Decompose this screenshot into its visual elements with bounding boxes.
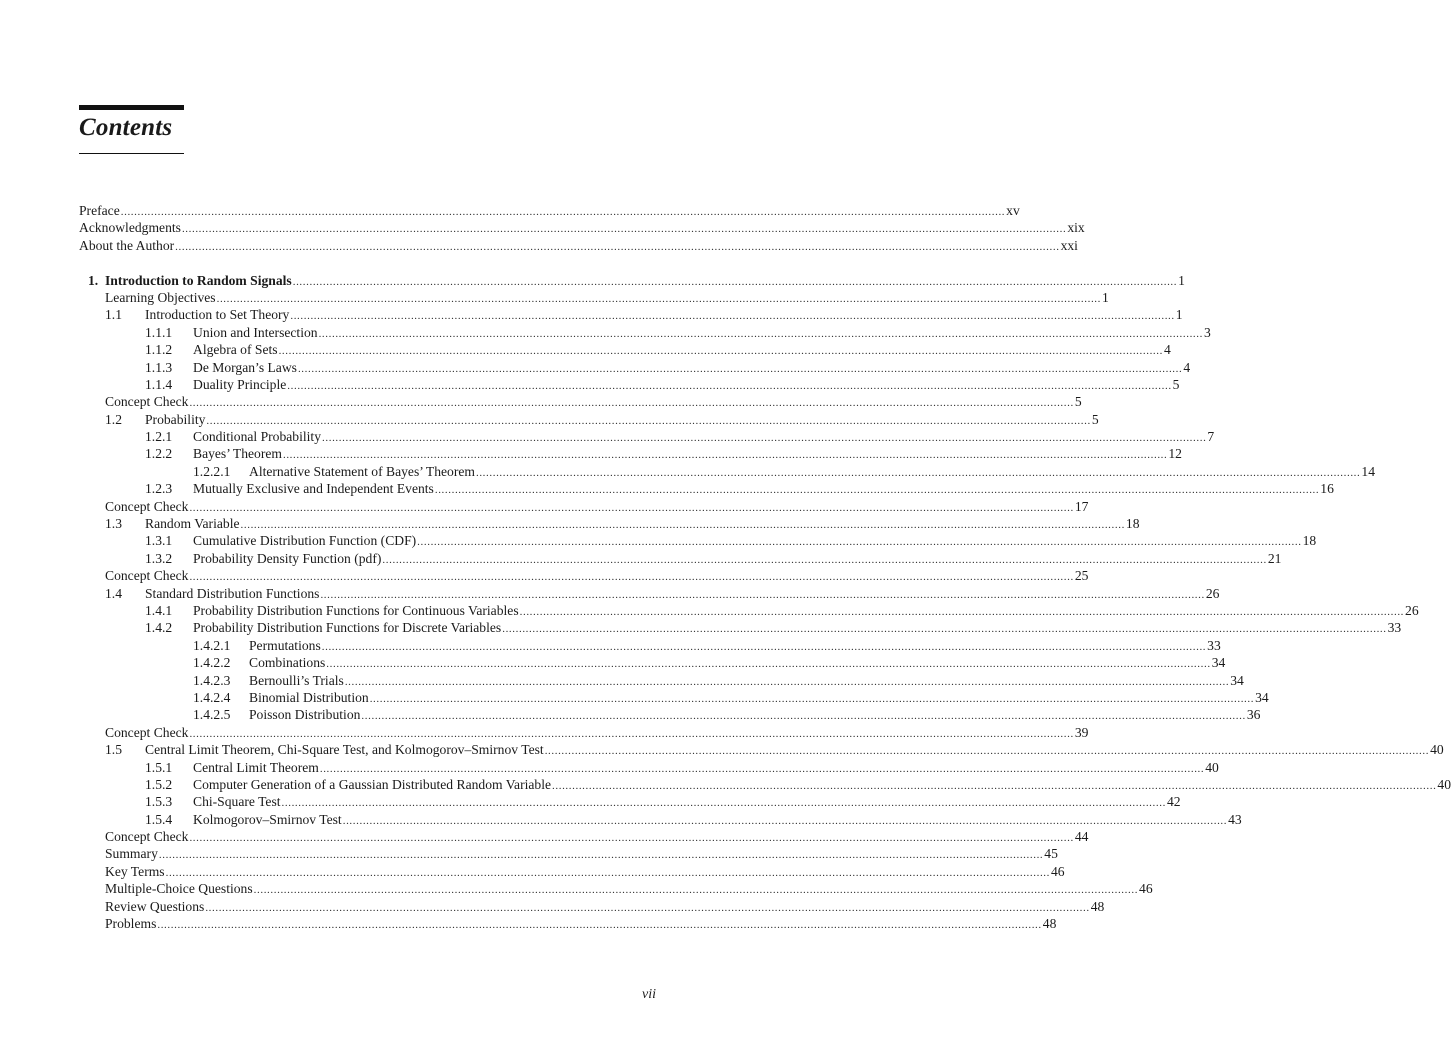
entry-title: Central Limit Theorem: [193, 759, 319, 775]
section-number: 1.4: [105, 585, 122, 601]
toc-entry[interactable]: [79, 828, 1089, 845]
page-number: 5: [1172, 376, 1180, 392]
page-number: 46: [1051, 863, 1065, 879]
toc-entry[interactable]: [79, 915, 1057, 932]
entry-title: Probability: [145, 411, 206, 427]
toc-entry[interactable]: [79, 359, 1191, 376]
toc-entry[interactable]: [79, 585, 1220, 602]
toc-entry[interactable]: [79, 306, 1183, 323]
toc-entry[interactable]: [79, 880, 1153, 897]
page-number: 14: [1361, 463, 1375, 479]
page-title: Contents: [79, 114, 173, 141]
page-number: 26: [1205, 585, 1220, 601]
toc-entry[interactable]: [79, 776, 1451, 793]
page-number: 43: [1228, 811, 1242, 827]
toc-entry[interactable]: [79, 898, 1105, 915]
entry-title: Cumulative Distribution Function (CDF): [193, 533, 417, 549]
toc-entry[interactable]: [79, 237, 1078, 254]
page-number: 3: [1203, 324, 1211, 340]
entry-title: Combinations: [249, 655, 326, 671]
section-number: 1.4.2: [145, 620, 173, 636]
toc-entry[interactable]: [79, 567, 1089, 584]
page-number: 44: [1074, 829, 1089, 845]
section-number: 1.2.2: [145, 446, 173, 462]
page-number: 5: [1074, 394, 1082, 410]
toc-entry[interactable]: [79, 445, 1182, 462]
toc-entry[interactable]: [79, 341, 1171, 358]
page-number: 5: [1091, 411, 1099, 427]
entry-title: Union and Intersection: [193, 324, 318, 340]
front-matter-list: [79, 202, 1085, 254]
section-number: 1.4.2.2: [193, 655, 231, 671]
entry-title: Introduction to Set Theory: [145, 307, 290, 323]
page-number: 46: [1139, 881, 1153, 897]
section-number: 1.5.4: [145, 811, 173, 827]
entry-title: Chi-Square Test: [193, 794, 281, 810]
entry-title: Learning Objectives: [105, 289, 216, 305]
page-number: 26: [1405, 602, 1419, 618]
page-number: 34: [1255, 689, 1269, 705]
toc-entry[interactable]: [79, 706, 1261, 723]
entry-title: Acknowledgments: [79, 220, 181, 236]
entry-title: Problems: [105, 916, 157, 932]
page-number: 1: [1175, 307, 1183, 323]
chapter-heading-row[interactable]: [79, 272, 1185, 289]
toc-entry[interactable]: [79, 811, 1242, 828]
entry-title: Bernoulli’s Trials: [249, 672, 344, 688]
toc-entry[interactable]: [79, 793, 1181, 810]
section-number: 1.3: [105, 516, 122, 532]
entry-title: Standard Distribution Functions: [145, 585, 320, 601]
entry-title: Probability Density Function (pdf): [193, 550, 382, 566]
section-number: 1.5.2: [145, 776, 173, 792]
entry-title: Bayes’ Theorem: [193, 446, 282, 462]
section-number: 1.3.2: [145, 550, 173, 566]
page-number: 21: [1267, 550, 1282, 566]
page-number: 12: [1168, 446, 1182, 462]
toc-entry[interactable]: [79, 428, 1215, 445]
page-number: 17: [1074, 498, 1089, 514]
page-number: 33: [1207, 637, 1221, 653]
chapter-number: 1.: [88, 272, 99, 288]
entry-title: Key Terms: [105, 863, 165, 879]
entry-title: About the Author: [79, 237, 175, 253]
entry-title: Central Limit Theorem, Chi-Square Test, and Kolmogorov–Smirnov Test: [145, 742, 544, 758]
table-of-contents: [79, 202, 1451, 932]
section-number: 1.2.2.1: [193, 463, 231, 479]
title-underline: [79, 153, 184, 154]
toc-entry[interactable]: [79, 724, 1089, 741]
toc-entry[interactable]: [79, 463, 1375, 480]
entry-title: Probability Distribution Functions for Continuous Variables: [193, 602, 519, 618]
page-number: 48: [1090, 898, 1105, 914]
chapter-page: 1: [1178, 272, 1185, 288]
section-number: 1.4.2.4: [193, 689, 231, 705]
toc-entry[interactable]: [79, 619, 1402, 636]
page-number: xv: [1006, 203, 1020, 218]
section-number: 1.1.3: [145, 359, 173, 375]
toc-entry[interactable]: [79, 602, 1419, 619]
entry-title: Preface: [79, 203, 120, 218]
entry-title: Probability Distribution Functions for Discrete Variables: [193, 620, 502, 636]
top-rule-bar: [79, 105, 184, 110]
entry-title: Poisson Distribution: [249, 707, 361, 723]
page-number: 39: [1074, 724, 1089, 740]
entry-title: Kolmogorov–Smirnov Test: [193, 811, 342, 827]
entry-title: Algebra of Sets: [193, 342, 278, 358]
entry-title: Mutually Exclusive and Independent Events: [193, 481, 434, 497]
page-number: 48: [1042, 916, 1057, 932]
toc-entry[interactable]: [79, 411, 1099, 428]
entry-title: Summary: [105, 846, 158, 862]
leader-dots: [552, 778, 1436, 795]
page-number: 40: [1430, 742, 1444, 758]
toc-entry[interactable]: [79, 550, 1282, 567]
page-folio: vii: [642, 987, 656, 1002]
entry-title: De Morgan’s Laws: [193, 359, 297, 375]
page-number: 16: [1320, 481, 1334, 497]
section-number: 1.2: [105, 411, 122, 427]
entry-title: Conditional Probability: [193, 429, 322, 445]
page-number: 34: [1211, 655, 1226, 671]
page-number: xxi: [1060, 237, 1078, 253]
section-number: 1.1: [105, 307, 122, 323]
page-number: 25: [1074, 568, 1089, 584]
page-number: xix: [1067, 220, 1085, 236]
toc-entry[interactable]: [79, 637, 1221, 654]
toc-entry[interactable]: [79, 759, 1219, 776]
entry-title: Review Questions: [105, 898, 205, 914]
entry-title: Multiple-Choice Questions: [105, 881, 253, 897]
toc-entry[interactable]: [79, 498, 1089, 515]
toc-entry[interactable]: [79, 532, 1317, 549]
entry-title: Duality Principle: [193, 376, 287, 392]
page-number: 45: [1044, 846, 1058, 862]
entry-title: Concept Check: [105, 498, 189, 514]
toc-entry[interactable]: [79, 515, 1140, 532]
toc-entry[interactable]: [79, 324, 1211, 341]
page-number: 40: [1437, 776, 1451, 792]
toc-entry[interactable]: [79, 654, 1226, 671]
section-number: 1.2.3: [145, 481, 173, 497]
section-number: 1.5.3: [145, 794, 173, 810]
toc-entry[interactable]: [79, 480, 1334, 497]
toc-entry[interactable]: [79, 689, 1269, 706]
entry-title: Random Variable: [145, 516, 240, 532]
toc-entry[interactable]: [79, 376, 1180, 393]
entry-title: Concept Check: [105, 394, 189, 410]
section-number: 1.2.1: [145, 429, 173, 445]
leader-dots: [157, 917, 1041, 934]
leader-dots: [175, 239, 1059, 256]
chapter-title: Introduction to Random Signals: [105, 272, 292, 288]
page-number: 7: [1207, 429, 1215, 445]
toc-entry[interactable]: [79, 845, 1058, 862]
section-number: 1.3.1: [145, 533, 173, 549]
entry-title: Computer Generation of a Gaussian Distributed Random Variable: [193, 776, 552, 792]
page-number: 4: [1183, 359, 1191, 375]
toc-entry[interactable]: [79, 672, 1244, 689]
section-number: 1.4.1: [145, 602, 173, 618]
chapter-entries: [79, 289, 1451, 932]
section-number: 1.5: [105, 742, 122, 758]
toc-entry[interactable]: [79, 289, 1109, 306]
spacer: [79, 254, 657, 271]
entry-title: Permutations: [249, 637, 321, 653]
section-number: 1.4.2.3: [193, 672, 231, 688]
section-number: 1.4.2.1: [193, 637, 231, 653]
page-number: 1: [1102, 289, 1109, 305]
page-number: 42: [1166, 794, 1181, 810]
page-number: 33: [1387, 620, 1402, 636]
leader-dots: [545, 743, 1429, 760]
page-number: 18: [1125, 516, 1140, 532]
toc-entry[interactable]: [79, 741, 1444, 758]
page-number: 36: [1246, 707, 1261, 723]
toc-entry[interactable]: [79, 863, 1065, 880]
page-number: 4: [1163, 342, 1171, 358]
entry-title: Binomial Distribution: [249, 689, 369, 705]
entry-title: Alternative Statement of Bayes’ Theorem: [249, 463, 475, 479]
entry-title: Concept Check: [105, 829, 189, 845]
toc-entry[interactable]: [79, 393, 1082, 410]
toc-entry[interactable]: [79, 219, 1085, 236]
entry-title: Concept Check: [105, 568, 189, 584]
entry-title: Concept Check: [105, 724, 189, 740]
toc-entry[interactable]: [79, 202, 1020, 219]
section-number: 1.1.1: [145, 324, 173, 340]
section-number: 1.5.1: [145, 759, 173, 775]
page-number: 34: [1230, 672, 1244, 688]
page-number: 40: [1205, 759, 1219, 775]
section-number: 1.1.4: [145, 376, 173, 392]
section-number: 1.4.2.5: [193, 707, 231, 723]
page-number: 18: [1302, 533, 1317, 549]
section-number: 1.1.2: [145, 342, 173, 358]
